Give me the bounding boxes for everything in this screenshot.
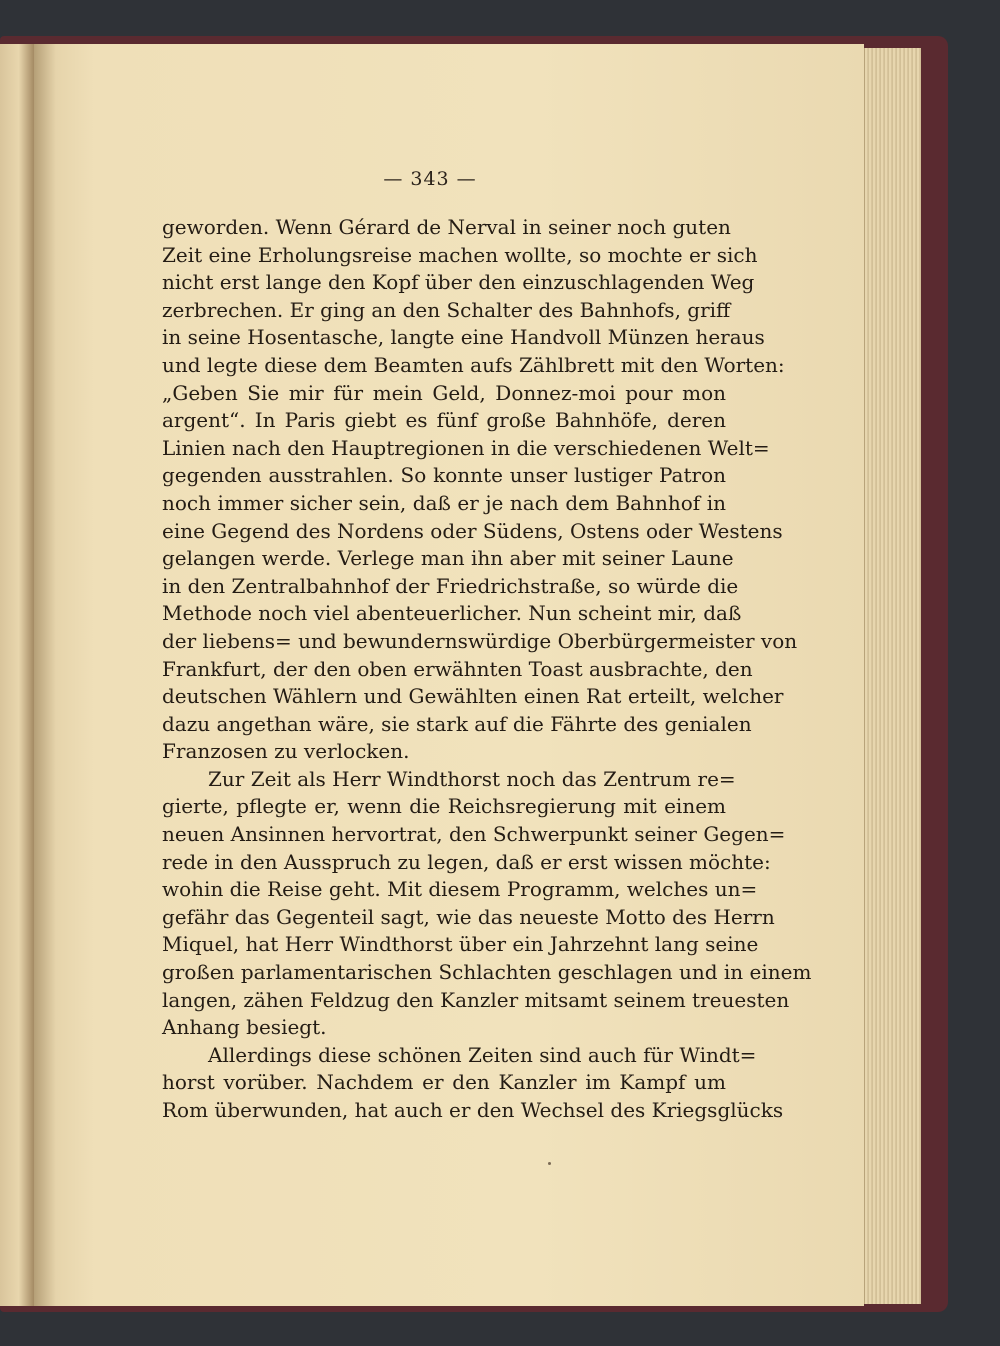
text-line: der liebens= und bewundernswürdige Oberbürgermeister von: [162, 628, 798, 653]
left-page-edge: [0, 44, 34, 1306]
page-text: [162, 214, 812, 1125]
text-line: Frankfurt, der den oben erwähnten Toast ausbrachte, den: [162, 656, 753, 681]
text-line: Zur Zeit als Herr Windthorst noch das Zentrum re=: [208, 766, 736, 791]
text-line: „Geben Sie mir für mein Geld, Donnez-moi pour mon: [162, 380, 726, 405]
text-line: Methode noch viel abenteuerlicher. Nun scheint mir, daß: [162, 601, 742, 626]
text-line: Rom überwunden, hat auch er den Wechsel des Kriegsglücks: [162, 1098, 784, 1122]
text-line: langen, zähen Feldzug den Kanzler mitsamt seinem treuesten: [162, 987, 790, 1012]
text-line: deutschen Wählern und Gewählten einen Rat erteilt, welcher: [162, 684, 784, 709]
text-line: wohin die Reise geht. Mit diesem Programm, welches un=: [162, 877, 758, 902]
text-line: argent“. In Paris giebt es fünf große Bahnhöfe, deren: [162, 408, 726, 433]
text-line: gefähr das Gegenteil sagt, wie das neueste Motto des Herrn: [162, 904, 775, 929]
text-line: horst vorüber. Nachdem er den Kanzler im Kampf um: [162, 1070, 726, 1095]
text-line: großen parlamentarischen Schlachten geschlagen und in einem: [162, 960, 812, 985]
text-line: Anhang besiegt.: [162, 1015, 327, 1040]
text-line: eine Gegend des Nordens oder Südens, Ostens oder Westens: [162, 518, 783, 543]
text-line: gelangen werde. Verlege man ihn aber mit seiner Laune: [162, 546, 734, 571]
text-line: Franzosen zu verlocken.: [162, 739, 410, 764]
text-line: und legte diese dem Beamten aufs Zählbrett mit den Worten:: [162, 352, 785, 377]
text-line: geworden. Wenn Gérard de Nerval in seiner noch guten: [162, 215, 731, 239]
text-line: Zeit eine Erholungsreise machen wollte, so mochte er sich: [162, 242, 758, 267]
text-line: neuen Ansinnen hervortrat, den Schwerpunkt seiner Gegen=: [162, 822, 786, 847]
text-line: gierte, pflegte er, wenn die Reichsregierung mit einem: [162, 794, 726, 819]
text-line: gegenden ausstrahlen. So konnte unser lustiger Patron: [162, 463, 726, 488]
text-line: dazu angethan wäre, sie stark auf die Fährte des genialen: [162, 711, 752, 736]
text-line: in seine Hosentasche, langte eine Handvoll Münzen heraus: [162, 325, 765, 350]
page-edges: [864, 48, 921, 1304]
text-line: zerbrechen. Er ging an den Schalter des Bahnhofs, griff: [162, 297, 731, 322]
text-line: Linien nach den Hauptregionen in die verschiedenen Welt=: [162, 435, 770, 460]
text-line: in den Zentralbahnhof der Friedrichstraße, so würde die: [162, 573, 739, 598]
text-line: noch immer sicher sein, daß er je nach dem Bahnhof in: [162, 490, 726, 515]
text-line: Miquel, hat Herr Windthorst über ein Jahrzehnt lang seine: [162, 932, 759, 957]
paper-speck: [548, 1162, 551, 1165]
page-number: — 343 —: [383, 168, 477, 190]
text-line: nicht erst lange den Kopf über den einzuschlagenden Weg: [162, 270, 755, 295]
text-line: Allerdings diese schönen Zeiten sind auch für Windt=: [208, 1042, 757, 1067]
text-line: rede in den Ausspruch zu legen, daß er erst wissen möchte:: [162, 849, 771, 874]
